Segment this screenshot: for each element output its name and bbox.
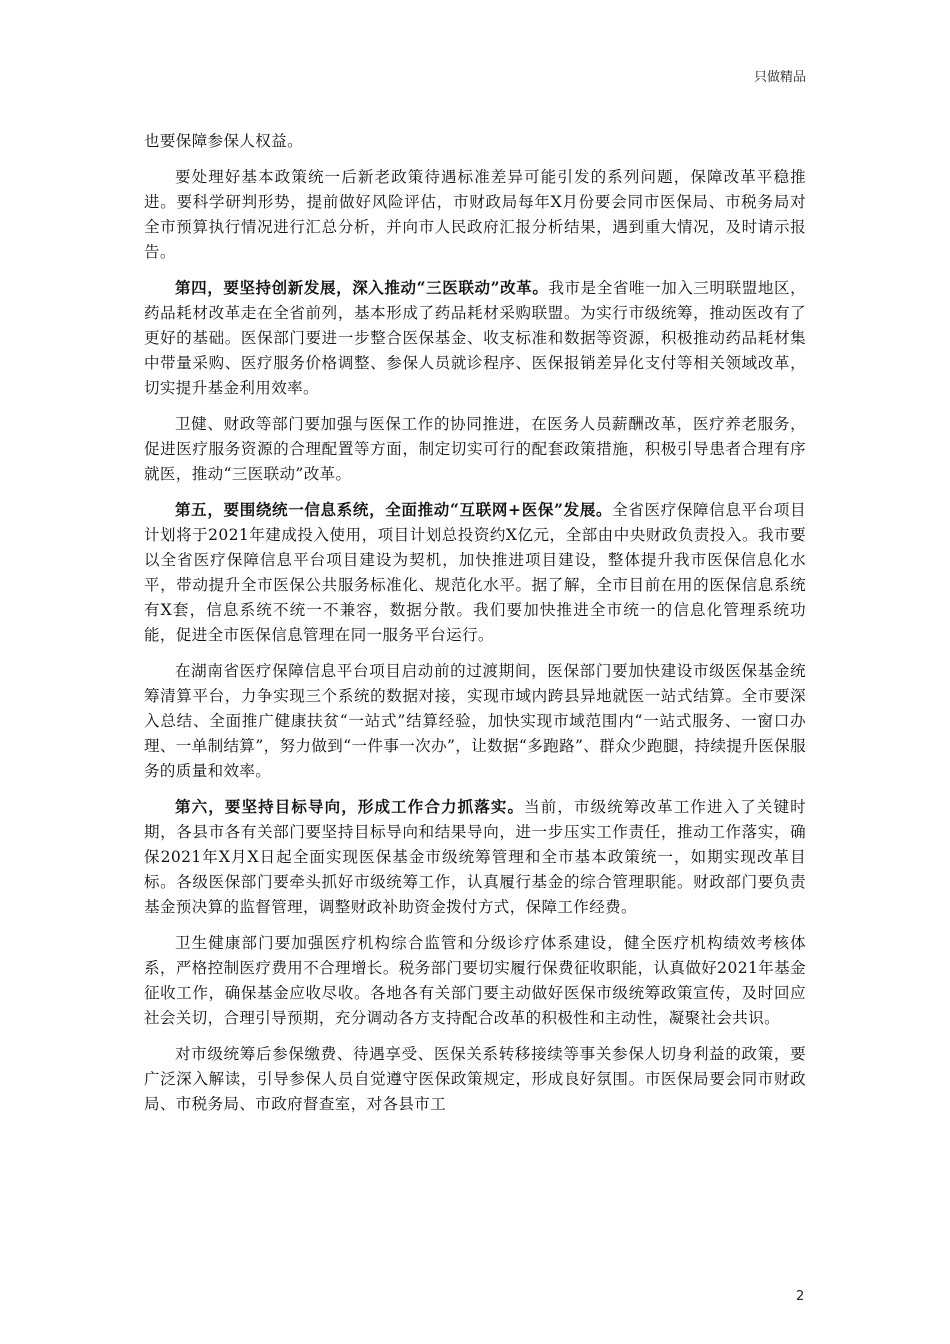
paragraph-text: 对市级统筹后参保缴费、待遇享受、医保关系转移接续等事关参保人切身利益的政策，要广泛深入解读，引导参保人员自觉遵守医保政策规定，形成良好氛围。市医保局要会同市财政局、市税务局、市政府督查室，对各县市工 [144,1045,806,1113]
paragraph-heading: 第五，要围绕统一信息系统，全面推动“互联网+医保”发展。 [175,500,613,519]
paragraph-text: 要处理好基本政策统一后新老政策待遇标准差异可能引发的系列问题，保障改革平稳推进。要科学研判形势，提前做好风险评估，市财政局每年X月份要会同市医保局、市税务局对全市预算执行情况进行汇总分析，并向市人民政府汇报分析结果，遇到重大情况，及时请示报告。 [144,168,806,261]
paragraph-text: 卫健、财政等部门要加强与医保工作的协同推进，在医务人员薪酬改革，医疗养老服务，促进医疗服务资源的合理配置等方面，制定切实可行的配套政策措施，积极引导患者合理有序就医，推动“三医联动”改革。 [144,415,806,483]
paragraph-heading: 第六，要坚持目标导向，形成工作合力抓落实。 [175,797,525,816]
paragraph [144,164,806,265]
paragraph [144,411,806,487]
paragraph-text: 全省医疗保障信息平台项目计划将于2021年建成投入使用，项目计划总投资约X亿元，全部由中央财政负责投入。我市要以全省医疗保障信息平台项目建设为契机，加快推进项目建设，整体提升我市医保信息化水平，带动提升全市医保公共服务标准化、规范化水平。据了解，全市目前在用的医保信息系统有X套，信息系统不统一不兼容，数据分散。我们要加快推进全市统一的信息化管理系统功能，促进全市医保信息管理在同一服务平台运行。 [144,501,806,644]
paragraph-text: 当前，市级统筹改革工作进入了关键时期，各县市各有关部门要坚持目标导向和结果导向，进一步压实工作责任，推动工作落实，确保2021年X月X日起全面实现医保基金市级统筹管理和全市基本政策统一，如期实现改革目标。各级医保部门要牵头抓好市级统筹工作，认真履行基金的综合管理职能。财政部门要负责基金预决算的监督管理，调整财政补助资金拨付方式，保障工作经费。 [144,798,806,916]
paragraph-text: 也要保障参保人权益。 [144,132,304,150]
document-body [144,128,806,1127]
paragraph [144,1041,806,1117]
paragraph [144,930,806,1031]
paragraph-text: 在湖南省医疗保障信息平台项目启动前的过渡期间，医保部门要加快建设市级医保基金统筹清算平台，力争实现三个系统的数据对接，实现市域内跨县异地就医一站式结算。全市要深入总结、全面推广健康扶贫“一站式”结算经验，加快实现市域范围内“一站式服务、一窗口办理、一单制结算”，努力做到“一件事一次办”，让数据“多跑路”、群众少跑腿，持续提升医保服务的质量和效率。 [144,662,806,780]
paragraph-text: 我市是全省唯一加入三明联盟地区，药品耗材改革走在全省前列，基本形成了药品耗材采购联盟。为实行市级统筹，推动医改有了更好的基础。医保部门要进一步整合医保基金、收支标准和数据等资源，积极推动药品耗材集中带量采购、医疗服务价格调整、参保人员就诊程序、医保报销差异化支付等相关领域改革，切实提升基金利用效率。 [144,279,806,397]
paragraph [144,128,806,154]
paragraph [144,275,806,401]
paragraph [144,658,806,784]
page-header: 只做精品 [753,70,806,85]
paragraph [144,794,806,920]
paragraph-text: 卫生健康部门要加强医疗机构综合监管和分级诊疗体系建设，健全医疗机构绩效考核体系，严格控制医疗费用不合理增长。税务部门要切实履行保费征收职能，认真做好2021年基金征收工作，确保基金应收尽收。各地各有关部门要主动做好医保市级统筹政策宣传，及时回应社会关切，合理引导预期，充分调动各方支持配合改革的积极性和主动性，凝聚社会共识。 [144,934,806,1027]
page-number: 2 [796,1289,805,1304]
paragraph [144,497,806,648]
paragraph-heading: 第四，要坚持创新发展，深入推动“三医联动”改革。 [175,278,549,297]
